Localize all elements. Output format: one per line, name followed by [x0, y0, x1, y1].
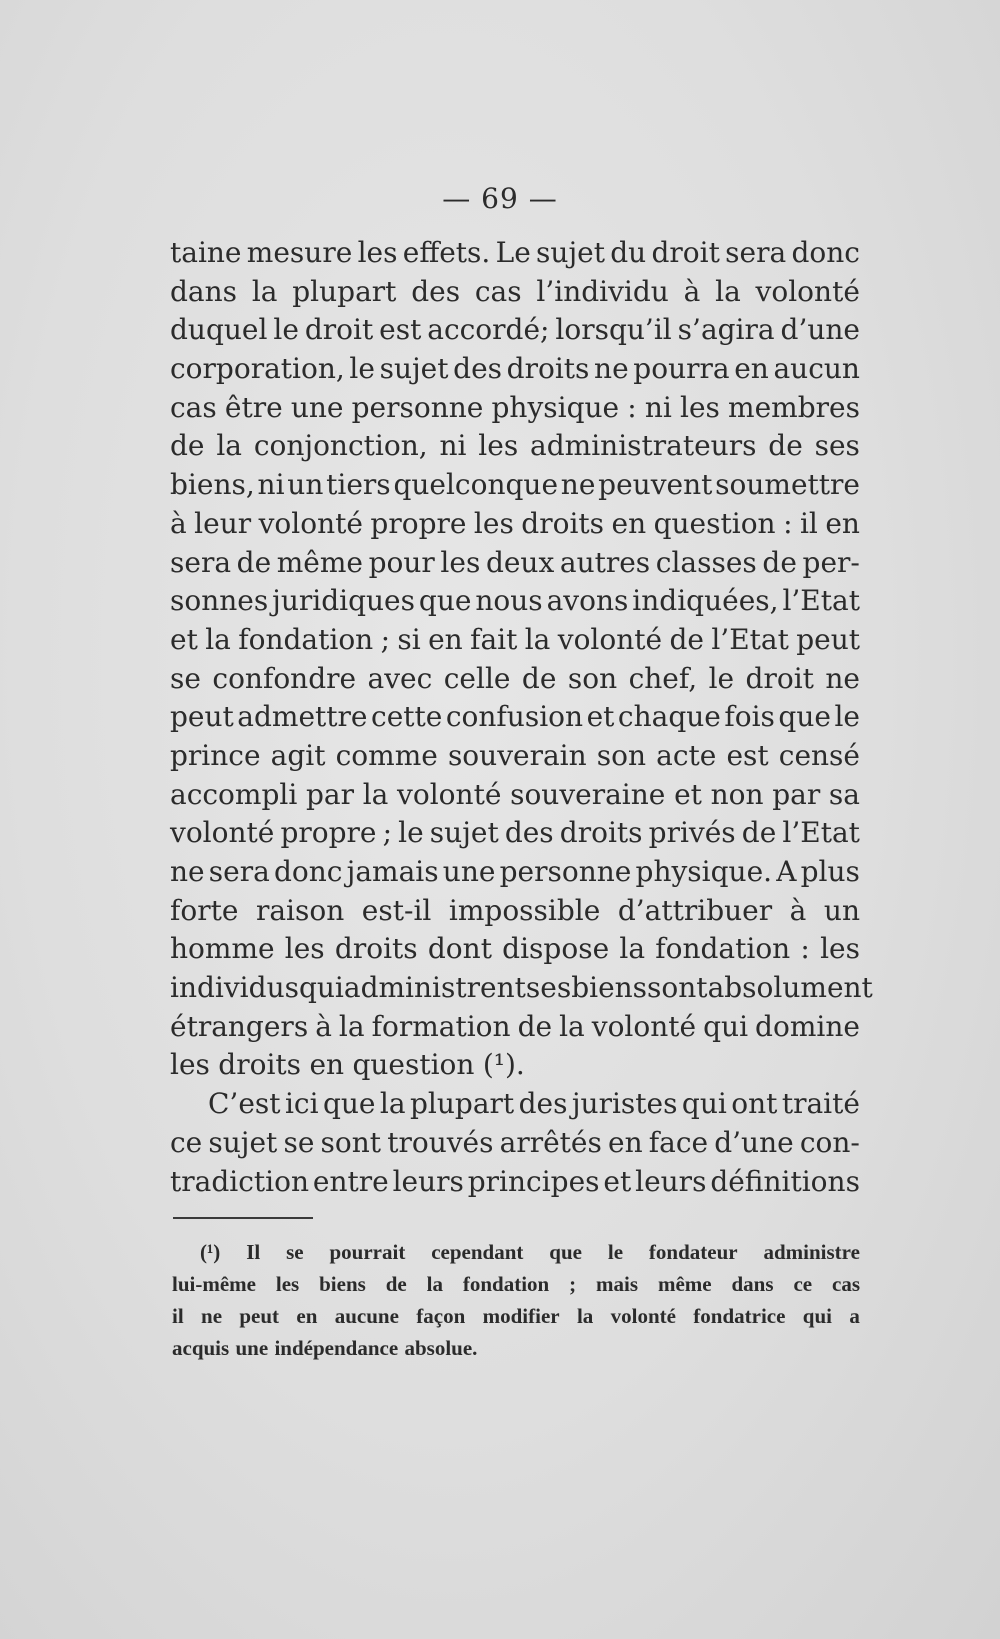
word: taine: [170, 236, 242, 269]
word: est-il: [361, 893, 432, 927]
word: et: [170, 622, 198, 656]
word: peut: [796, 622, 860, 656]
word: une: [442, 855, 496, 888]
text-line: [170, 311, 860, 350]
word: cas: [474, 274, 522, 308]
word: de: [385, 1272, 407, 1296]
word: il: [172, 1304, 184, 1328]
word: le: [398, 816, 424, 850]
text-line: [170, 853, 860, 892]
word: ses: [814, 429, 860, 463]
word: se: [170, 661, 201, 695]
word: per-: [802, 545, 860, 579]
word: fondateur: [648, 1240, 738, 1264]
word: le: [273, 313, 299, 347]
word: juridiques: [272, 584, 415, 618]
word: fondatrice: [693, 1304, 786, 1328]
word: que: [778, 700, 831, 734]
word: sont: [647, 971, 708, 1005]
word: arrêtés: [499, 1125, 602, 1159]
word: pourra: [633, 352, 730, 386]
word: du: [610, 236, 647, 269]
word: accordé;: [427, 313, 550, 347]
word: il: [799, 506, 818, 540]
word: celle: [443, 661, 511, 695]
word: juristes: [571, 1087, 678, 1121]
word: des: [411, 274, 461, 308]
word: les: [275, 1272, 300, 1296]
word: sa: [828, 777, 860, 811]
word: confusion: [445, 700, 584, 734]
word: nous: [475, 584, 543, 618]
word: les: [170, 1048, 210, 1082]
word: traité: [781, 1087, 860, 1121]
word: comme: [335, 738, 438, 772]
word: droits: [334, 932, 418, 966]
word: sujet: [208, 1125, 278, 1159]
word: qui: [298, 971, 344, 1005]
word: question: [653, 506, 776, 540]
word: aucun: [773, 352, 860, 386]
word: la: [576, 1304, 594, 1328]
word: pour: [368, 545, 435, 579]
word: de: [762, 545, 797, 579]
text-line: [170, 273, 860, 312]
footnote-line: [172, 1236, 860, 1268]
word: les: [357, 236, 398, 269]
word: à: [170, 506, 187, 540]
word: le: [834, 700, 860, 734]
word: la: [619, 932, 646, 966]
word: acte: [656, 738, 717, 772]
footnote: [172, 1236, 860, 1364]
word: jamais: [346, 855, 439, 888]
word: être: [224, 390, 283, 424]
word: la: [251, 274, 278, 308]
word: avons: [546, 584, 629, 618]
text-line: [170, 814, 860, 853]
word: dont: [427, 932, 492, 966]
word: soumettre: [715, 468, 860, 502]
word: en: [734, 352, 769, 386]
word: biens: [571, 971, 648, 1005]
word: formation: [371, 1009, 511, 1043]
word: sonnes: [170, 584, 269, 618]
word: volonté: [557, 622, 663, 656]
word: :: [783, 506, 793, 540]
word: ne: [825, 661, 860, 695]
word: ni: [257, 468, 285, 502]
word: volonté: [170, 816, 275, 850]
word: qui: [703, 1009, 749, 1043]
word: propre: [280, 816, 377, 850]
word: volonté: [755, 274, 860, 308]
word: ne: [594, 352, 629, 386]
word: biens: [319, 1272, 366, 1296]
word: non: [710, 777, 764, 811]
word: droits: [506, 352, 590, 386]
word: cette: [371, 700, 443, 734]
word: physique: [491, 390, 620, 424]
word: plupart: [292, 274, 397, 308]
word: son: [596, 738, 647, 772]
word: son: [567, 661, 618, 695]
word: de: [517, 1009, 553, 1043]
word: privés: [648, 816, 736, 850]
text-line: [170, 389, 860, 428]
word: en: [428, 622, 463, 656]
word: des: [504, 816, 554, 850]
word: tradiction: [170, 1164, 309, 1198]
word: fondation: [462, 1272, 550, 1296]
word: d’une: [714, 1125, 794, 1159]
word: les: [473, 506, 514, 540]
page-number: — 69 —: [442, 182, 558, 215]
word: duquel: [170, 313, 268, 347]
word: est: [379, 313, 422, 347]
word: droit: [304, 313, 374, 347]
word: A: [776, 855, 797, 888]
word: ne: [201, 1304, 223, 1328]
word: corporation,: [170, 352, 345, 386]
footnote-line: [172, 1300, 860, 1332]
word: d’attribuer: [617, 893, 773, 927]
word: la: [362, 777, 389, 811]
word: indépendance: [274, 1336, 399, 1360]
word: fois: [724, 700, 775, 734]
word: impossible: [448, 893, 601, 927]
word: cependant: [431, 1240, 524, 1264]
word: sujet: [429, 816, 499, 850]
word: même: [276, 545, 363, 579]
word: pourrait: [329, 1240, 406, 1264]
word: souverain: [447, 738, 587, 772]
word: fondation: [655, 932, 791, 966]
word: droits: [521, 506, 605, 540]
word: domine: [755, 1009, 860, 1043]
word: droits: [218, 1048, 302, 1082]
text-line: [170, 698, 860, 737]
word: la: [426, 1272, 443, 1296]
word: modifier: [482, 1304, 560, 1328]
word: trouvés: [387, 1125, 494, 1159]
word: personne: [499, 855, 632, 888]
word: physique.: [635, 855, 773, 888]
word: classes: [655, 545, 757, 579]
word: ni: [439, 429, 467, 463]
word: ;: [382, 816, 393, 850]
footnote-divider: [173, 1217, 313, 1219]
word: lorsqu’il: [555, 313, 672, 347]
word: individus: [170, 971, 299, 1005]
word: sera: [725, 236, 787, 269]
word: les: [478, 429, 519, 463]
word: l’Etat: [782, 816, 860, 850]
word: par: [772, 777, 821, 811]
word: :: [627, 390, 637, 424]
word: donc: [791, 236, 860, 269]
word: peut: [170, 700, 234, 734]
word: ;: [380, 622, 391, 656]
word: (¹).: [482, 1048, 525, 1082]
word: en: [309, 1048, 345, 1082]
word: mais: [596, 1272, 639, 1296]
word: droits: [559, 816, 643, 850]
word: et: [674, 777, 702, 811]
word: par: [306, 777, 355, 811]
word: homme: [170, 932, 275, 966]
word: les: [679, 390, 720, 424]
word: en: [825, 506, 860, 540]
word: avec: [367, 661, 433, 695]
word: droit: [745, 661, 814, 695]
word: peuvent: [598, 468, 713, 502]
word: administre: [763, 1240, 860, 1264]
word: con-: [799, 1125, 860, 1159]
word: le: [607, 1240, 624, 1264]
word: les: [440, 545, 481, 579]
word: plus: [800, 855, 860, 888]
text-line: [170, 1008, 860, 1047]
word: biens,: [170, 468, 255, 502]
word: un: [823, 893, 860, 927]
word: censé: [778, 738, 860, 772]
word: sujet: [536, 236, 605, 269]
word: personne: [351, 390, 484, 424]
word: définitions: [710, 1164, 860, 1198]
text-line: [170, 1124, 860, 1163]
text-line: [170, 621, 860, 660]
word: autres: [559, 545, 651, 579]
word: question: [352, 1048, 475, 1082]
word: les: [820, 932, 860, 966]
word: cas: [832, 1272, 860, 1296]
word: et: [603, 1164, 632, 1198]
word: si: [397, 622, 421, 656]
word: de: [741, 816, 777, 850]
text-line: [170, 969, 873, 1008]
text-line: [170, 466, 860, 505]
word: Le: [495, 236, 531, 269]
word: un: [287, 468, 324, 502]
word: et: [586, 700, 615, 734]
word: absolue.: [404, 1336, 478, 1360]
word: une: [290, 390, 344, 424]
word: des: [453, 352, 503, 386]
word: plupart: [409, 1087, 515, 1121]
word: dispose: [502, 932, 610, 966]
word: la: [524, 622, 551, 656]
word: ne: [170, 855, 205, 888]
word: sujet: [379, 352, 449, 386]
word: fondation: [238, 622, 374, 656]
word: ce: [170, 1125, 203, 1159]
text-line: [170, 892, 860, 931]
word: effets.: [402, 236, 491, 269]
word: agit: [270, 738, 326, 772]
word: se: [286, 1240, 304, 1264]
word: administrent: [343, 971, 526, 1005]
word: ses: [525, 971, 572, 1005]
word: que: [549, 1240, 582, 1264]
text-line: [170, 582, 860, 621]
word: des: [518, 1087, 568, 1121]
word: peut: [239, 1304, 280, 1328]
word: qui: [802, 1304, 832, 1328]
word: en: [611, 506, 647, 540]
word: souveraine: [510, 777, 666, 811]
word: que: [322, 1087, 376, 1121]
word: d’une: [780, 313, 860, 347]
word: la: [559, 1009, 585, 1043]
word: qui: [681, 1087, 727, 1121]
word: quelconque: [393, 468, 559, 502]
body-text: [170, 234, 873, 1201]
word: étrangers: [170, 1009, 309, 1043]
text-line: [170, 930, 860, 969]
word: Il: [246, 1240, 261, 1264]
word: l’individu: [536, 274, 669, 308]
word: est: [726, 738, 769, 772]
word: à: [683, 274, 701, 308]
word: fait: [470, 622, 518, 656]
footnote-line: [172, 1268, 860, 1300]
word: à: [789, 893, 807, 927]
text-line: [170, 1046, 860, 1085]
word: la: [379, 1087, 406, 1121]
word: volonté: [610, 1304, 676, 1328]
word: ne: [560, 468, 596, 502]
word: que: [418, 584, 472, 618]
word: chef,: [628, 661, 698, 695]
footnote-line: [172, 1332, 860, 1364]
word: de: [521, 661, 557, 695]
word: a: [849, 1304, 860, 1328]
word: de: [170, 429, 205, 463]
word: lui-même: [172, 1272, 256, 1296]
word: ni: [644, 390, 672, 424]
word: de: [768, 429, 803, 463]
word: les: [284, 932, 325, 966]
word: chaque: [617, 700, 721, 734]
word: de: [669, 622, 704, 656]
word: raison: [255, 893, 345, 927]
word: aucune: [334, 1304, 399, 1328]
word: donc: [273, 855, 343, 888]
word: le: [708, 661, 735, 695]
word: tiers: [326, 468, 391, 502]
text-line: [170, 737, 860, 776]
word: face: [648, 1125, 709, 1159]
word: la: [205, 622, 231, 656]
word: une: [235, 1336, 269, 1360]
word: acquis: [172, 1336, 230, 1360]
word: mesure: [246, 236, 353, 269]
word: ici: [284, 1087, 319, 1121]
word: la: [338, 1009, 365, 1043]
text-line: [170, 505, 860, 544]
word: confondre: [212, 661, 357, 695]
word: leurs: [635, 1164, 707, 1198]
word: entre: [312, 1164, 389, 1198]
word: cas: [170, 390, 217, 424]
word: absolument: [707, 971, 873, 1005]
text-line: [170, 427, 860, 466]
word: volonté: [397, 777, 502, 811]
word: à: [315, 1009, 332, 1043]
word: forte: [170, 893, 239, 927]
word: accompli: [170, 777, 298, 811]
word: s’agira: [677, 313, 775, 347]
word: se: [283, 1125, 315, 1159]
word: administrateurs: [530, 429, 757, 463]
word: :: [800, 932, 810, 966]
word: en: [608, 1125, 643, 1159]
word: façon: [416, 1304, 466, 1328]
word: de: [236, 545, 272, 579]
word: leur: [194, 506, 252, 540]
word: dans: [170, 274, 238, 308]
word: C’est: [208, 1087, 281, 1121]
word: sera: [170, 545, 232, 579]
word: principes: [467, 1164, 600, 1198]
word: sont: [320, 1125, 382, 1159]
text-line: [170, 350, 860, 389]
word: indiquées,: [632, 584, 779, 618]
text-line: [170, 234, 860, 273]
word: l’Etat: [711, 622, 789, 656]
word: le: [349, 352, 375, 386]
text-line: [170, 1085, 860, 1124]
word: volonté: [258, 506, 363, 540]
word: ce: [793, 1272, 813, 1296]
text-line: [170, 660, 860, 699]
word: ont: [731, 1087, 778, 1121]
word: propre: [370, 506, 467, 540]
word: ;: [569, 1272, 577, 1296]
word: prince: [170, 738, 261, 772]
word: l’Etat: [782, 584, 860, 618]
text-line: [170, 776, 860, 815]
word: sera: [208, 855, 270, 888]
word: conjonction,: [253, 429, 428, 463]
word: droit: [651, 236, 720, 269]
text-line: [170, 1163, 860, 1202]
word: volonté: [591, 1009, 697, 1043]
word: (¹): [200, 1240, 221, 1264]
word: en: [296, 1304, 318, 1328]
word: même: [657, 1272, 712, 1296]
word: la: [715, 274, 741, 308]
word: dans: [731, 1272, 774, 1296]
word: deux: [485, 545, 555, 579]
word: admettre: [237, 700, 368, 734]
text-line: [170, 544, 860, 583]
word: la: [216, 429, 242, 463]
word: leurs: [392, 1164, 464, 1198]
word: membres: [728, 390, 860, 424]
